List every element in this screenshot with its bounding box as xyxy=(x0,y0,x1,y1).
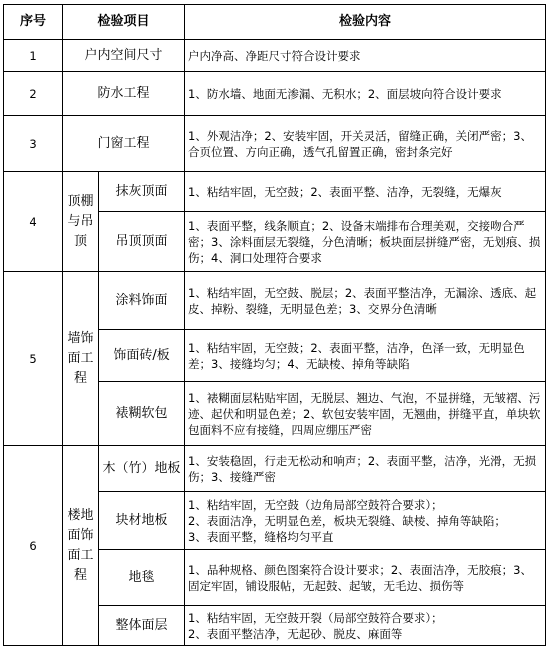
item-content: 1、表面平整，线条顺直；2、设备末端排布合理美观，交接吻合严密；3、涂料面层无裂缝，分色清晰；板块面层拼缝严密，无划痕、损伤；4、洞口处理符合要求 xyxy=(185,212,546,272)
item-name: 门窗工程 xyxy=(63,116,185,172)
sub-item-name: 地毯 xyxy=(99,550,185,606)
inspection-table xyxy=(3,4,546,646)
category-label: 顶棚与吊顶 xyxy=(63,172,99,272)
sub-item-name: 吊顶顶面 xyxy=(99,212,185,272)
item-content: 1、安装稳固，行走无松动和响声；2、表面平整，洁净，光滑，无损伤；3、接缝严密 xyxy=(185,446,546,492)
item-content xyxy=(185,606,546,646)
row-number: 6 xyxy=(4,446,63,646)
table-row xyxy=(4,116,546,172)
sub-item-name: 裱糊软包 xyxy=(99,382,185,446)
table-row xyxy=(4,272,546,330)
content-line: 2、表面洁净，无明显色差，板块无裂缝、缺棱、掉角等缺陷； xyxy=(188,513,506,528)
item-name: 防水工程 xyxy=(63,72,185,116)
category-label: 墙饰面工程 xyxy=(63,272,99,446)
header-no: 序号 xyxy=(4,5,63,40)
sub-item-name: 饰面砖/板 xyxy=(99,330,185,382)
table-row xyxy=(4,72,546,116)
item-content xyxy=(185,492,546,550)
header-content: 检验内容 xyxy=(185,5,546,40)
header-row xyxy=(4,5,546,40)
table-row xyxy=(4,172,546,212)
category-label: 楼地面饰面工程 xyxy=(63,446,99,646)
item-content: 1、外观洁净；2、安装牢固，开关灵活，留缝正确，关闭严密；3、合页位置、方向正确，透气孔留置正确，密封条完好 xyxy=(185,116,546,172)
item-content: 1、品种规格、颜色图案符合设计要求；2、表面洁净，无胶痕；3、固定牢固，铺设服帖，无起鼓、起皱，无毛边、损伤等 xyxy=(185,550,546,606)
sub-item-name: 木（竹）地板 xyxy=(99,446,185,492)
sub-item-name: 抹灰顶面 xyxy=(99,172,185,212)
content-line: 3、表面平整，缝格均匀平直 xyxy=(188,529,334,544)
item-content: 1、粘结牢固，无空鼓；2、表面平整，洁净，色泽一致，无明显色差；3、接缝均匀；4、无缺棱、掉角等缺陷 xyxy=(185,330,546,382)
row-number: 3 xyxy=(4,116,63,172)
content-line: 1、粘结牢固，无空鼓开裂（局部空鼓符合要求）； xyxy=(188,610,443,625)
table-row xyxy=(4,40,546,72)
row-number: 1 xyxy=(4,40,63,72)
sub-item-name: 块材地板 xyxy=(99,492,185,550)
item-content: 1、防水墙、地面无渗漏、无积水；2、面层坡向符合设计要求 xyxy=(185,72,546,116)
header-item: 检验项目 xyxy=(63,5,185,40)
row-number: 2 xyxy=(4,72,63,116)
item-name: 户内空间尺寸 xyxy=(63,40,185,72)
item-content: 1、粘结牢固，无空鼓；2、表面平整、洁净，无裂缝，无爆灰 xyxy=(185,172,546,212)
table-row xyxy=(4,446,546,492)
row-number: 5 xyxy=(4,272,63,446)
item-content: 1、粘结牢固，无空鼓、脱层；2、表面平整洁净，无漏涂、透底、起皮、掉粉、裂缝，无明显色差；3、交界分色清晰 xyxy=(185,272,546,330)
item-content: 户内净高、净距尺寸符合设计要求 xyxy=(185,40,546,72)
item-content: 1、裱糊面层粘贴牢固，无脱层、翘边、气泡，不显拼缝，无皱褶、污迹、起伏和明显色差；2、软包安装牢固，无翘曲，拼缝平直，单块软包面料不应有接缝，四周应绷压严密 xyxy=(185,382,546,446)
content-line: 2、表面平整洁净，无起砂、脱皮、麻面等 xyxy=(188,626,403,641)
content-line: 1、粘结牢固，无空鼓（边角局部空鼓符合要求）； xyxy=(188,497,443,512)
sub-item-name: 整体面层 xyxy=(99,606,185,646)
row-number: 4 xyxy=(4,172,63,272)
sub-item-name: 涂料饰面 xyxy=(99,272,185,330)
